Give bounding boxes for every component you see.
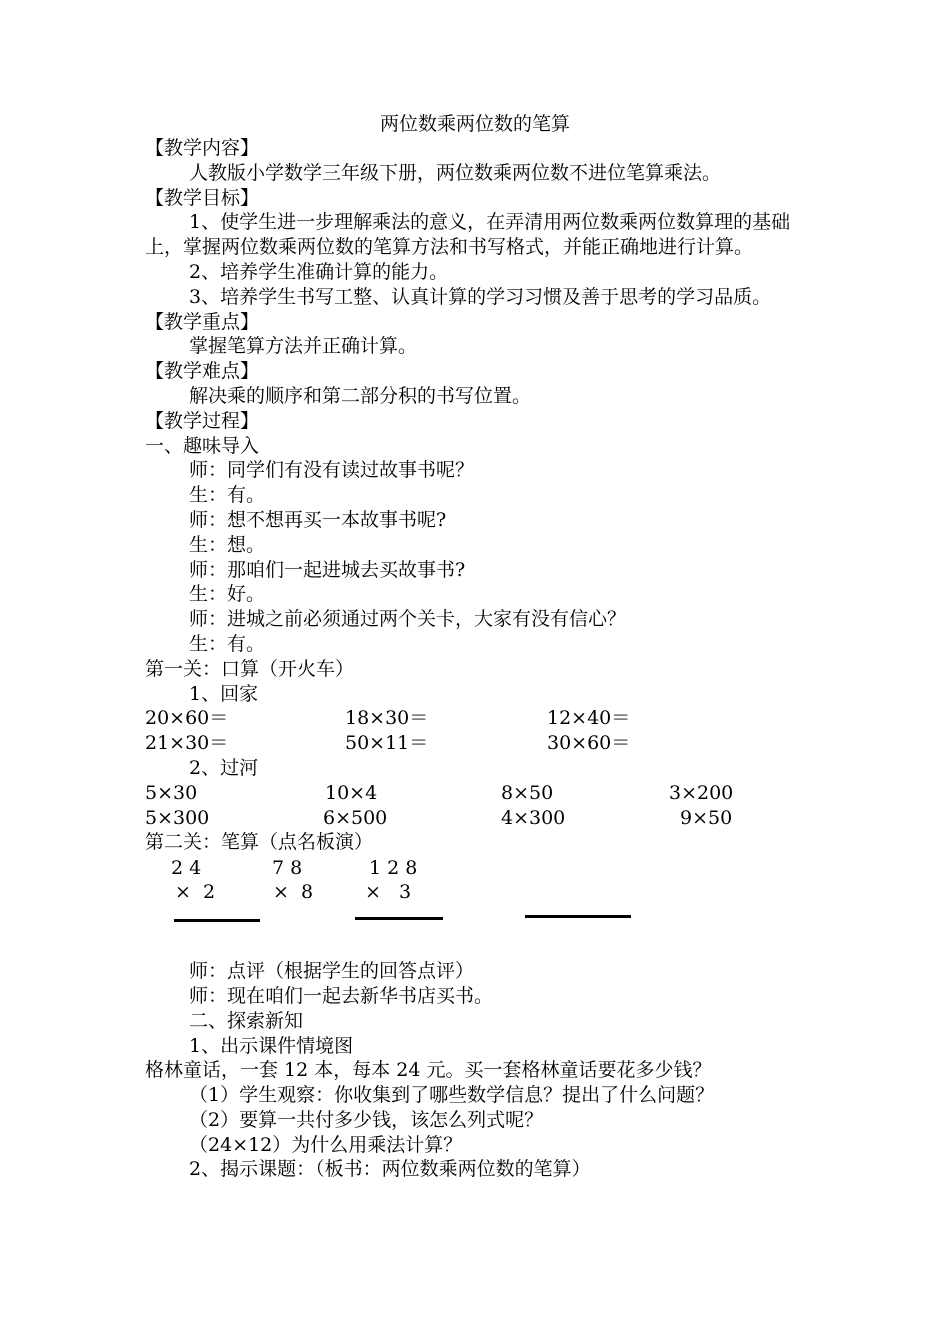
oral-calc-row [145,781,825,806]
written-calc-2-top: 7 8 [272,857,303,880]
intro-heading: 一、趣味导入 [145,434,260,457]
question-line: （24×12）为什么用乘法计算？ [189,1133,463,1156]
calc-2-underline [355,917,443,920]
oral-calc-item: 9×50 [680,806,733,829]
level1-sub1: 1、回家 [189,682,259,705]
level1-heading: 第一关：口算（开火车） [145,657,355,680]
section-heading-process: 【教学过程】 [145,409,260,432]
written-calc-3-top: 1 2 8 [369,857,418,880]
question-line: （2）要算一共付多少钱，该怎么列式呢？ [189,1108,544,1131]
dialogue-line: 生：有。 [189,484,266,507]
written-calc-1-bottom: × 2 [175,881,216,904]
goal-3: 3、培养学生书写工整、认真计算的学习习惯及善于思考的学习品质。 [189,285,772,308]
oral-calc-item: 50×11＝ [345,732,429,755]
oral-calc-row [145,806,825,831]
written-calc-2-bottom: × 8 [273,881,314,904]
oral-calc-item: 18×30＝ [345,707,429,730]
oral-calc-item: 8×50 [501,781,554,804]
after-line: 师：点评（根据学生的回答点评） [189,960,475,983]
calc-1-underline [174,919,260,922]
dialogue-line: 师：想不想再买一本故事书呢? [189,508,447,531]
oral-calc-item: 4×300 [501,806,566,829]
section-heading-goals: 【教学目标】 [145,186,260,209]
written-calc-3-bottom: × 3 [365,881,412,904]
section-heading-content: 【教学内容】 [145,137,260,159]
after-line: 师：现在咱们一起去新华书店买书。 [189,984,494,1007]
oral-calc-item: 3×200 [669,781,734,804]
dialogue-line: 师：那咱们一起进城去买故事书? [189,558,466,581]
dialogue-line: 生：好。 [189,583,266,606]
oral-calc-item: 12×40＝ [547,707,631,730]
document-title: 两位数乘两位数的笔算 [379,113,570,135]
difficulty-text: 解决乘的顺序和第二部分积的书写位置。 [189,384,532,407]
dialogue-line: 师：同学们有没有读过故事书呢？ [189,459,475,482]
dialogue-line: 师：进城之前必须通过两个关卡，大家有没有信心？ [189,608,627,631]
calc-3-underline [525,915,631,918]
dialogue-line: 生：想。 [189,533,266,556]
oral-calc-item: 30×60＝ [547,732,631,755]
section-heading-explore: 二、探索新知 [189,1009,304,1032]
oral-calc-item: 10×4 [325,781,378,804]
after-line: 2、揭示课题：（板书：两位数乘两位数的笔算） [189,1158,591,1181]
document-body [145,136,825,1182]
oral-calc-item: 5×300 [145,806,210,829]
level1-sub2: 2、过河 [189,756,259,779]
level2-heading: 第二关：笔算（点名板演） [145,831,374,854]
problem-statement: 格林童话，一套 12 本，每本 24 元。买一套格林童话要花多少钱？ [145,1059,712,1082]
written-calc-block [145,855,825,959]
section-heading-key: 【教学重点】 [145,310,260,333]
oral-calc-item: 6×500 [323,806,388,829]
oral-calc-row [145,706,825,731]
goal-2: 2、培养学生准确计算的能力。 [189,260,449,283]
section-heading-difficulty: 【教学难点】 [145,360,260,383]
content-text: 人教版小学数学三年级下册，两位数乘两位数不进位笔算乘法。 [189,161,722,184]
oral-calc-row [145,731,825,756]
question-line: （1）学生观察：你收集到了哪些数学信息？提出了什么问题？ [189,1084,715,1107]
goal-1: 1、使学生进一步理解乘法的意义，在弄清用两位数乘两位数算理的基础上，掌握两位数乘两位数的笔算方法和书写格式，并能正确地进行计算。 [145,211,791,259]
key-text: 掌握笔算方法并正确计算。 [189,335,418,358]
oral-calc-item: 20×60＝ [145,707,229,730]
dialogue-line: 生：有。 [189,632,266,655]
written-calc-1-top: 2 4 [171,857,202,880]
oral-calc-item: 5×30 [145,781,198,804]
after-line: 1、出示课件情境图 [189,1034,354,1057]
oral-calc-item: 21×30＝ [145,732,229,755]
